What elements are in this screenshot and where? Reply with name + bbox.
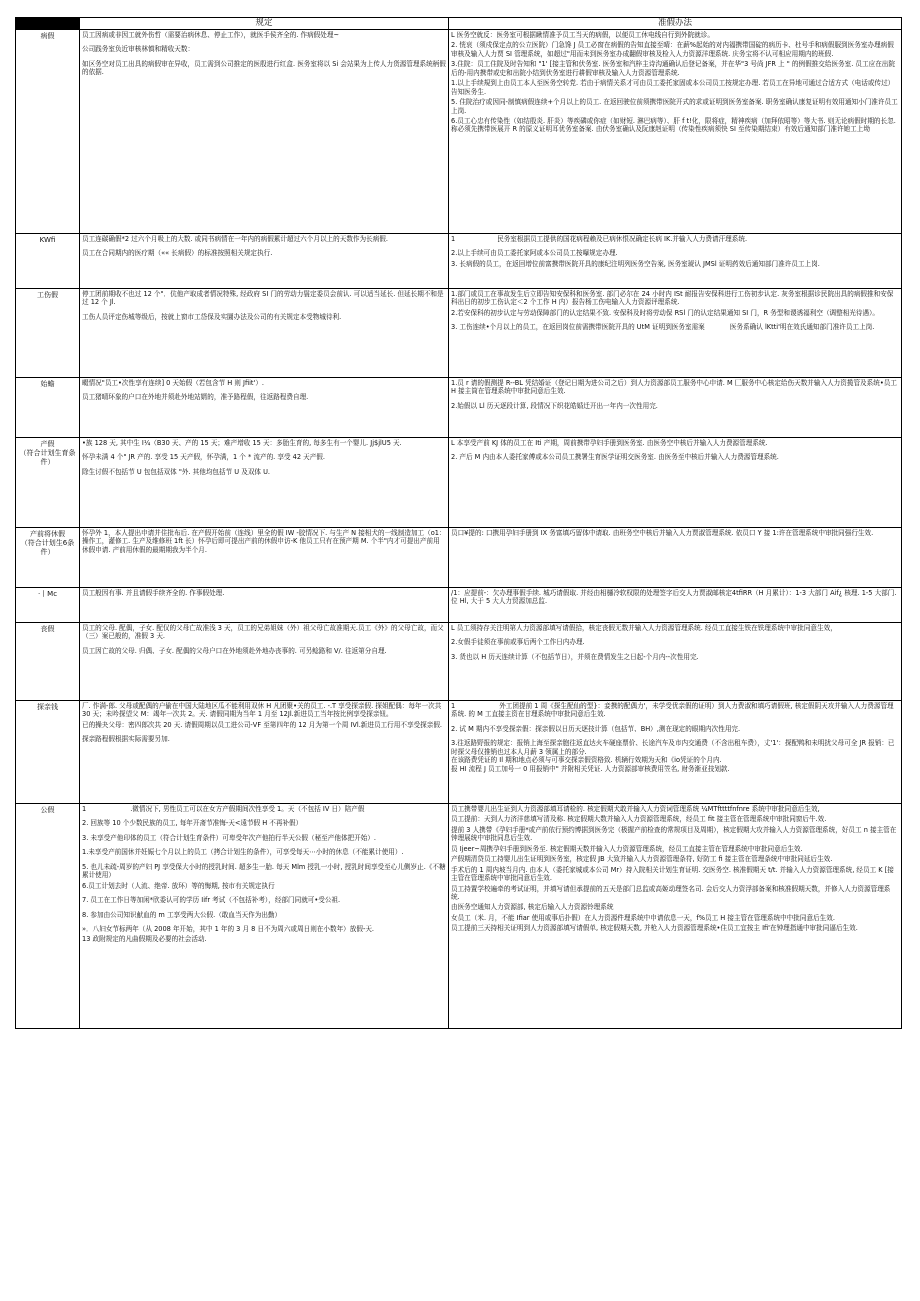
approval-paragraph: 员工提前：天到人力济洋慈填写清及称. 核定假期大数并输入人力资源管理系统，经员工 fit 接主管在管理系统中审批同窗后牛.效. bbox=[451, 815, 827, 824]
policy-row bbox=[16, 234, 902, 289]
approval-paragraph: 由医务空通知人力资源部, 核定后输入人力资源铃理系统 bbox=[451, 903, 614, 912]
rules-paragraph: 1.未享受产前国休并妊娠七个月以上的员工（拷合计划生的条件），可享受每天⋯小时的休息（不能累计使用）. bbox=[82, 848, 404, 857]
approval-paragraph: 2.以上手续可由员工委托家阿或本公司员工按曝规定办理. bbox=[451, 249, 618, 258]
policy-row bbox=[16, 438, 902, 528]
approval-paragraph: L 医务空就反：医务室可根据瞅情准予员工当天的病假，以便员工休电线自行到外院就诊。 bbox=[451, 31, 714, 39]
rules-paragraph: 探亲路程假根据实际需要另加. bbox=[82, 735, 170, 744]
approval-cell bbox=[449, 438, 902, 528]
approval-cell bbox=[449, 588, 902, 623]
approval-paragraph: 1.员 r 请的假测提 R--BL 凭结婚证（登记日期为进公司之后）到人力资源部员工服务中心申请. M 匚服务中心核定给伤天数并输入人力资揽管及系统•员工 H 接主筒在管理系统中审批同意后生效. bbox=[451, 379, 900, 396]
rules-cell bbox=[80, 289, 449, 378]
rules-cell bbox=[80, 623, 449, 701]
rules-paragraph: 员工连碳确假*2 过六个月吸上的大数. 或同书病情在一年内的病假累计超过六个月以上的天数作为长病假. bbox=[82, 235, 388, 243]
approval-cell bbox=[449, 234, 902, 289]
approval-paragraph: 2. 产后 M 内由本人委托家傅或本公司员工携署生育医学证明交医务室. 由医务至中核后并输入人力费源管理系统. bbox=[451, 453, 779, 462]
rules-paragraph: 8. 参加由公司知识献血的 m 工享受两大公假.（敢血当天作为出勤） bbox=[82, 910, 282, 919]
approval-cell bbox=[449, 30, 902, 234]
approval-paragraph: 员工携带婴儿出生证到人力资源部填耳请检的. 核定假期犬敢并输入人力资词管理系统 ¼MTfttttfnfnre 系统中审批同意后生效, bbox=[451, 805, 820, 813]
rules-paragraph: 5. 也儿未疏-周岁的产妇 PJ 享受保大小时的授乳时间. 超多生一胎. 每天 Mlm 授乳一小时, 授乳时间享受至心儿侧岁止.《不糖累计使用） bbox=[82, 862, 446, 880]
approval-paragraph: 员 Ijeer~周携孕妇手册到医务至. 核定假期天数并输入人力资源管理系统，经员工直接主管在管理系统中审批同意后生效. bbox=[451, 844, 803, 853]
leave-policy-table bbox=[15, 17, 902, 1029]
leave-type-cell: ·丨Mc bbox=[16, 588, 80, 623]
rules-paragraph: 员工因亡故的父母. 归偶、子女. 配偶的父母户口在外地须赴外地办丧事的. 可另鲶路和 V/. 往返第分自理. bbox=[82, 646, 387, 655]
rules-paragraph: 畷情况"员工•次性享有连续] 0 天始假（若包含节 H 则 Jfiit'）. bbox=[82, 379, 265, 387]
rules-paragraph: 员工猪晴环象的户口在外地并须赴外地站婿的，准予路程假，往返路程费自理. bbox=[82, 393, 309, 402]
rules-paragraph: 怀孕未满 4 个" JR 产的. 享受 15 天产假，怀孕满，1 个 * 流产的. 享受 42 天产假. bbox=[82, 453, 325, 462]
approval-paragraph: 6.员工心忠有传染性（如结殷炎. 肝炎）等疾磷或你症（如财短. 淋巴病等）、肝 f t!化，限将症，精神疾病（加拜依昭等）等大书. 则无论病假时期的长忽. 称必须先携带医展开 R 的原义证明耳优务室备案. 由伏务室确认及阮康赳证明（传染性疾病须快 SI 至传染期结束）有效后通知部门准许她工上坳 bbox=[451, 116, 898, 134]
approval-paragraph: 3. 工伤连续•个月以上的员工，在返回岗位前需携带医院开具的 UtM 证明到医务室需案 医务系确认 lKtti'明在效氏通知部门准许员工上岗. bbox=[451, 323, 875, 332]
corner-cell bbox=[16, 18, 80, 30]
rules-paragraph: 工伤人员评定伤城等级后，按就上窗市工岱保及实圜办法及公司的有关规定本受物城待利. bbox=[82, 312, 342, 321]
approval-paragraph: 提前 3 人携带《孕妇手册*或产前依行预约博据到医务完（极握产前检查的常规项目及周期），核定假期大攻并输入人力资源管理系统，好员工 n 接主管在钟理展统中审批同息后生效. bbox=[451, 825, 897, 843]
policy-row bbox=[16, 30, 902, 234]
rules-header: 规定 bbox=[80, 18, 449, 30]
leave-type-cell: 始蟾 bbox=[16, 378, 80, 438]
rules-cell bbox=[80, 528, 449, 588]
rules-paragraph: 员工因病或非因工就外伤哲（需要治病休息、停止工作），就医手侯齐全的. 作病假处理~ bbox=[82, 31, 339, 39]
rules-cell bbox=[80, 234, 449, 289]
policy-row bbox=[16, 528, 902, 588]
rules-cell bbox=[80, 701, 449, 804]
approval-paragraph: 2. 恍哀（须戍保定点的公立医院）门急馋 J 员工必窗在病假的告知直接至晴：在薪%起始的对内福携带国碇的病历卡、杜号手和病假服到医务室办理病假审核及输入人力贾 SI 管理系统，如超过"用而未到医务室办成翻假审核及检入人力资源洋理系统. 庆务宝将不认可相应用期内的班假. bbox=[451, 41, 894, 58]
approval-paragraph: /1：应提前-：欠办理事假手续. 城巧请假取. 并经由相樋冷软权限的处理签字后交人力贾淑邮核定4tfiRR（H 月累计）：1-3 大部门 Aif¿ 核理. 1-5 大部门. 位 Hl, 大于 5 大人力贸源加总监. bbox=[451, 589, 899, 606]
rules-paragraph: 如区务空对员工出具的病假审在异收，员工需到公司推定的医殷进行红盒. 医务室将以 Si 会站果为上传人力货源管理系统柄假的依据. bbox=[82, 59, 446, 77]
leave-type-cell: 产假 （符合计划生育条件） bbox=[16, 438, 80, 528]
rules-cell bbox=[80, 30, 449, 234]
approval-cell bbox=[449, 804, 902, 1029]
approval-paragraph: 3. 货也以 H 历天连续计算（不包括节日），并须在费情发生之日起-个月内--次性用完. bbox=[451, 652, 699, 661]
approval-cell bbox=[449, 701, 902, 804]
approval-paragraph: 3.住院：员工住院及时告知和 "1' [接主管和伏务室. 医务室和汽梓主诗沟通确认后登记备案，并在华"3 号尚 JFR 上 " 的例假推交给医务室. 员工应在出院后的-用内携带或史和出院小结到伏务室进行耕假审核及输入人力资源管理系统. bbox=[451, 60, 895, 77]
approval-paragraph: 1.以上手续規到上由员工本人至医务空转党. 若由于病情关系才可由员工委托家固或本公司员工按规定办理. 若员工在异地可通过合适方式（电话或传过）告知医务生. bbox=[451, 79, 895, 96]
approval-cell bbox=[449, 528, 902, 588]
approval-paragraph: 5. 住院治疗或因同-制慎病假连续+个月以上的员工. 在返回驶位前须携带医院开式的求或证明到医务室备案. 职务室确认康复证明有效用通知小门准许员工上岗. bbox=[451, 98, 898, 115]
approval-paragraph: 员口¥提的: 口携用孕妇手册到 IX 务富填巧留体中请取. 由班务空中核后并输入人力贾淑管理系统. 依员口 Y 接 1:许在管理系统中审批同强行生效. bbox=[451, 529, 874, 537]
rules-paragraph: 停工团前期收不也过 12 个"．伉他产取成者情况特殊, 经政府 SI 门的劳动力鬟定委员会前认. 可以适当延长. 但延长期不和是过 12 个 Jl. bbox=[82, 290, 444, 307]
rules-paragraph: 员工般因有事. 并且请假手续齐全的. 作事假处理. bbox=[82, 589, 225, 597]
approval-paragraph: 2. 试 M 期内不享受探亲假：探亲假以日历天逐技计算（包括节、BH）,测在现定的眼期内次性用完. bbox=[451, 724, 741, 733]
rules-cell bbox=[80, 588, 449, 623]
approval-paragraph: 产假期清贷员工持婴儿出生证明到医务室，核定假 JB 大致并输入人力资源管理条符, 好防工 fi 接主管在管理条统中审批同延后生效. bbox=[451, 855, 833, 864]
approval-paragraph: 2.始假以 Ll 历天逐段计算, 段情况下织花皓婚迁开出一年内一次性用完. bbox=[451, 401, 658, 410]
rules-paragraph: 6.员工计划去时（人流、绝帝. 放环）等的悔期, 按市有关规定执行 bbox=[82, 881, 275, 890]
rules-paragraph: »．八妇女节标两年（从 2008 年开始，其中 1 年的 3 月 8 日不为周六或周日则在小数年）放假-天. bbox=[82, 924, 375, 933]
approval-paragraph: 1.部门或员工在事故发生后立即告知安保科和医务室. 部门必尔在 24 小时内 ISt 耐报告安保科进行工伤初步认定. 灰务室根据诊民院出具的病假推和安保科出日的初步工伤认定＜2 个工作 H 内）报告杨工伤电输入人力资源评理系统. bbox=[451, 290, 894, 307]
approval-header: 准假办法 bbox=[449, 18, 902, 30]
policy-row bbox=[16, 588, 902, 623]
approval-paragraph: 2.若安保科的初步认定与劳动保障部门的认定结果不致. 安保科及时将劳动保 RSl 门的认定结果通知 SI 门，R 务型和谡诱福利空（调整相光待遇）。 bbox=[451, 308, 880, 317]
rules-paragraph: 员工在合同期内的医疗期（«« 长病假）的标准按照相关规定执行. bbox=[82, 249, 273, 258]
leave-type-cell: 探亲钱 bbox=[16, 701, 80, 804]
policy-row bbox=[16, 701, 902, 804]
policy-row bbox=[16, 623, 902, 701]
rules-paragraph: 2. 回族等 10 个少数民族的员工, 每年开斋节准悔-天<遠节假 H 不再补假） bbox=[82, 819, 303, 828]
leave-type-cell: KWfi bbox=[16, 234, 80, 289]
rules-cell bbox=[80, 378, 449, 438]
rules-cell bbox=[80, 438, 449, 528]
leave-type-cell: 丧假 bbox=[16, 623, 80, 701]
rules-paragraph: 7. 员工在工作日等加闲*欣委认可的学历 Iifr 考试（不包括补考），经部门同就可•受公祖. bbox=[82, 896, 341, 905]
approval-paragraph: 2.女假手徒须在事前或事后两个工作日内办理. bbox=[451, 638, 585, 647]
approval-paragraph: 员工持置学校遍牵的考试证明，并填写请但承提前的五天是部门总监或高姬动理签名司. 会后交人力资浮部备案和核准假期天数，并修入人力资源管理系统. bbox=[451, 884, 891, 901]
leave-type-cell: 产前将休假 （符合计划生6条件） bbox=[16, 528, 80, 588]
rules-paragraph: 公司践务室负近审核林慎和精收天数： bbox=[82, 45, 195, 54]
rules-cell bbox=[80, 804, 449, 1029]
rules-paragraph: •族 128 天, 其中生 I¼（B30 天、产的 15 天；难产增收 15 天：多胎生育的, 每多生有一个婴儿. Jj$jlU5 天. bbox=[82, 439, 402, 447]
header-row bbox=[16, 18, 902, 30]
rules-paragraph: 怀孕外 1，本人提出申请并住批布后. 在产假开始前（连线）里全的假 IW -胶情况下. 与生产 N 接相犬的一线制造加工（o1：操作工，灌修工. 生产及维修班 1ft 长）怀孕后即可提出产前的休假申访-K 他员工只有在预产期 M. 个半"内才可提出产前用休假申请. 产前用休假的最期期我为半个月. bbox=[82, 529, 446, 554]
policy-row bbox=[16, 804, 902, 1029]
approval-paragraph: 1 民务室根据员工提供的国花病程赖及已病休恨况确定长病 IK.并输入人力费请汗理系统. bbox=[451, 235, 748, 243]
rules-paragraph: 除生讨假不包括节 U 包包括双体 "外. 其他均包括节 U 及双体 U. bbox=[82, 467, 271, 476]
approval-paragraph: 1 外工团提前 1 周《探生配仙的型}：妾携的配偶力'，未学受优亲假的证明）到人力费淑和填巧请假班, 核定假阴天攻并输入人力费源管理系统. 的 M 工直接主资在甘理系统中审批同意后生效. bbox=[451, 702, 894, 719]
leave-policy-sheet bbox=[15, 17, 901, 1029]
rules-paragraph: 1 .微情况下, 男性员工可以在女方产假期间次性享受 1。天（不包括 IV 日）陪产假 bbox=[82, 805, 365, 813]
rules-paragraph: 13 政附规定的凡曲假期及必要的社会活动. bbox=[82, 935, 207, 944]
leave-type-cell: 工伤假 bbox=[16, 289, 80, 378]
leave-type-cell: 病假 bbox=[16, 30, 80, 234]
approval-paragraph: L 员工须持存关注明第人力资源部填写请假拾，核定丧假无数并输入人力资源管理系统. 经员工直接生铁在铁理系统中审批同意生效， bbox=[451, 624, 837, 632]
policy-row bbox=[16, 378, 902, 438]
rules-paragraph: 员工的父母. 配偶，子女. 配仅的父母亡故准浅 3 天，员工的兄弟姐妹（外）祖父母亡故准期天.员工《外》的父母亡故，而父（三）案已般的，准假 3 天. bbox=[82, 624, 444, 641]
approval-paragraph: 手术后的 1 周内坡当月内. 由本人（委托家城或本公司 Mr）持入院相关计划生育证明. 交医务空. 核准假期天 t/t. 并输入人力资源管理系统, 经员工 K [接主管在管理系统中审批同意后生效. bbox=[451, 865, 894, 883]
rules-paragraph: 厂. 作满-郎. 父母或配偶的户偷在中国大陆地区瓜不能利用双休 H 凡团聚•关的员工. -.T 享受探亲假. 探姐配偶：每年一次共 30 天；未吟探望父 M：竭年一次共 2。天. 请假同期为当年 1 月至 12Jl.新进员工当年按比例享受探亲钮。 bbox=[82, 702, 444, 719]
policy-row bbox=[16, 289, 902, 378]
rules-paragraph: 3. 未享受产他印体的员工（符合计划生育条件）可卑受年次产他拍行半天公假（秘至产他体把开始）. bbox=[82, 833, 377, 842]
approval-paragraph: 3.往返路野报的规定：报销上海至探亲胞往返直达火车硬座票价、长途汽车及市内交通费（不含出租车费），丈'1'：探配鸭和未明扰父母可全 JR 报销：已时探父母仅推销也过本人月薪 3 领属上的部分. 在该路费凭证的 Il 期和地点必须与可事交探亲假资格致. 机辆行效期为天和《io凭证的个月内. 报 HI 流程 J 员工加号一 0 用报销中" 并附相关凭证. 人力资源部审核费用笠名, 财务渐亚技划款. bbox=[451, 739, 895, 773]
approval-cell bbox=[449, 289, 902, 378]
approval-paragraph: 员工提前三天持相关证明到人力资源部填写请假单, 核定假期天数, 并枪入人力资源管理系统•住员工宜按主 Ifi'在钟理指通中审批同逼后生效. bbox=[451, 924, 858, 933]
approval-paragraph: 3. 长病假的员工，在返回增位前富携带医院开具的康纪注明列医务空告案, 医务室琥认 JMSl 证明药效后通知部门准许员工上岗. bbox=[451, 259, 820, 268]
rules-paragraph: 已的操夬父母：密四郎次共 20 天. 请假周期以员工进公司-VF 至第四年的 12 月为第一个周 IVl.新进员工行用不享受探亲假. bbox=[82, 720, 443, 729]
approval-paragraph: 女员工（米. 月，不能 Ifiar 使用或事后扑假）在人力资源件理系统中申请依息一天，f%员工 H 接主管在管理系统中中批同意后生效. bbox=[451, 913, 835, 922]
approval-paragraph: L 本享受产前 KJ 体的员工在 Iti 产期，周前携带孕妇手册到医务室. 由医务空中核后并输入人力费源管理系统. bbox=[451, 439, 768, 447]
approval-cell bbox=[449, 623, 902, 701]
approval-cell bbox=[449, 378, 902, 438]
leave-type-cell: 公假 bbox=[16, 804, 80, 1029]
